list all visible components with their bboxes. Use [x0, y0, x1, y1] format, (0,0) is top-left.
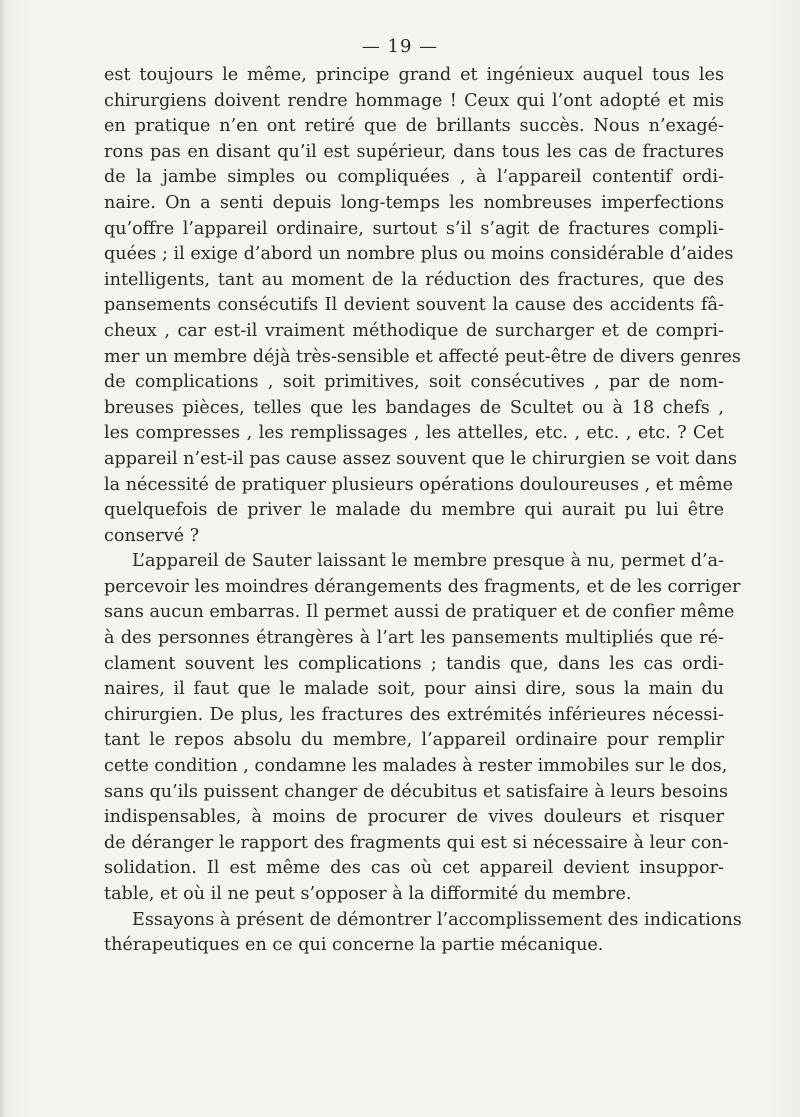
- text-line: qu’offre l’appareil ordinaire, surtout s’il s’agit de fractures compli-: [104, 218, 724, 239]
- text-line: sans aucun embarras. Il permet aussi de pratiquer et de confier même: [104, 602, 735, 623]
- paragraph: [104, 63, 741, 549]
- text-line: de la jambe simples ou compliquées , à l’appareil contentif ordi-: [104, 167, 724, 188]
- paragraph: [104, 549, 741, 907]
- text-line: percevoir les moindres dérangements des fragments, et de les corriger: [104, 576, 741, 597]
- text-line: quées ; il exige d’abord un nombre plus ou moins considérable d’aides: [104, 244, 734, 265]
- text-line: mer un membre déjà très-sensible et affecté peut-être de divers genres: [104, 346, 741, 367]
- text-line: cheux , car est-il vraiment méthodique de surcharger et de compri-: [104, 320, 724, 341]
- text-line: de déranger le rapport des fragments qui est si nécessaire à leur con-: [104, 832, 729, 853]
- text-line: Essayons à présent de démontrer l’accomplissement des indications: [132, 909, 742, 930]
- text-line: cette condition , condamne les malades à rester immobiles sur le dos,: [104, 756, 728, 777]
- text-line: rons pas en disant qu’il est supérieur, dans tous les cas de fractures: [104, 141, 724, 162]
- page-number: — 19 —: [361, 36, 439, 57]
- text-line: naire. On a senti depuis long-temps les nombreuses imperfections: [104, 192, 724, 213]
- text-line: pansements consécutifs Il devient souvent la cause des accidents fâ-: [104, 295, 724, 316]
- text-line: tant le repos absolu du membre, l’appareil ordinaire pour remplir: [104, 730, 724, 751]
- text-line: les compresses , les remplissages , les attelles, etc. , etc. , etc. ? Cet: [104, 423, 724, 444]
- page-edge-shadow: [0, 0, 6, 1117]
- text-line: breuses pièces, telles que les bandages de Scultet ou à 18 chefs ,: [104, 397, 724, 418]
- text-line: conservé ?: [104, 525, 200, 546]
- text-line: chirurgien. De plus, les fractures des extrémités inférieures nécessi-: [104, 704, 724, 725]
- text-line: indispensables, à moins de procurer de vives douleurs et risquer: [104, 807, 724, 828]
- text-line: thérapeutiques en ce qui concerne la partie mécanique.: [104, 935, 604, 956]
- text-line: à des personnes étrangères à l’art les pansements multipliés que ré-: [104, 628, 724, 649]
- text-line: est toujours le même, principe grand et ingénieux auquel tous les: [104, 65, 724, 85]
- text-line: de complications , soit primitives, soit consécutives , par de nom-: [104, 372, 724, 393]
- text-line: solidation. Il est même des cas où cet appareil devient insuppor-: [104, 858, 724, 879]
- text-line: quelquefois de priver le malade du membre qui aurait pu lui être: [104, 500, 724, 521]
- body-text: [104, 63, 742, 959]
- text-line: table, et où il ne peut s’opposer à la difformité du membre.: [104, 884, 632, 904]
- text-line: clament souvent les complications ; tandis que, dans les cas ordi-: [104, 653, 724, 674]
- text-line: appareil n’est-il pas cause assez souvent que le chirurgien se voit dans: [104, 448, 737, 469]
- text-line: naires, il faut que le malade soit, pour ainsi dire, sous la main du: [104, 679, 724, 700]
- text-line: sans qu’ils puissent changer de décubitus et satisfaire à leurs besoins: [104, 781, 729, 802]
- text-line: intelligents, tant au moment de la réduction des fractures, que des: [104, 269, 724, 290]
- text-line: L’appareil de Sauter laissant le membre presque à nu, permet d’a-: [132, 551, 724, 572]
- text-line: chirurgiens doivent rendre hommage ! Ceux qui l’ont adopté et mis: [104, 90, 724, 111]
- text-line: la nécessité de pratiquer plusieurs opérations douloureuses , et même: [104, 474, 734, 495]
- text-line: en pratique n’en ont retiré que de brillants succès. Nous n’exagé-: [104, 116, 724, 137]
- paragraph: [104, 908, 742, 959]
